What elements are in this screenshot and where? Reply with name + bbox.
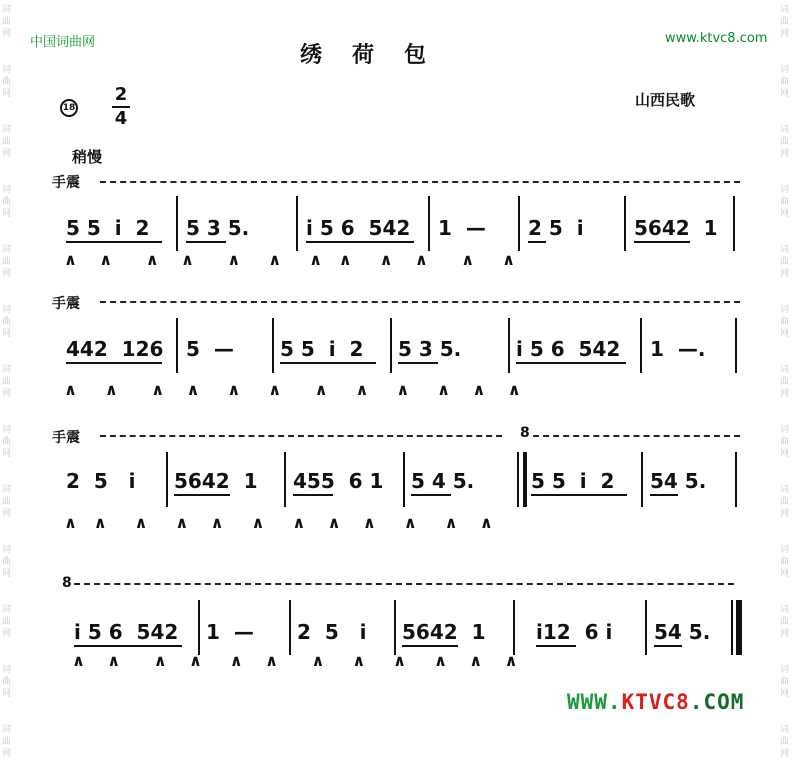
underline <box>66 362 162 364</box>
underline <box>516 362 626 364</box>
margin-char: 词 <box>2 305 12 315</box>
measure: 5 — <box>186 337 234 361</box>
margin-char: 词 <box>780 665 790 675</box>
bar-line <box>296 196 298 251</box>
margin-char: 曲 <box>2 557 12 567</box>
margin-char: 曲 <box>780 737 790 747</box>
margin-char: 网 <box>780 749 790 759</box>
margin-char: 曲 <box>2 137 12 147</box>
measure: 5 4 5. <box>411 469 475 493</box>
site-name-label: 中国词曲网 <box>30 35 96 50</box>
margin-char: 曲 <box>780 317 790 327</box>
underline <box>402 645 458 647</box>
repeat-start-bar <box>517 452 519 507</box>
margin-char: 曲 <box>780 197 790 207</box>
margin-char: 曲 <box>2 437 12 447</box>
bar-line <box>284 452 286 507</box>
margin-char: 网 <box>780 209 790 219</box>
margin-char: 网 <box>780 569 790 579</box>
underline <box>654 645 682 647</box>
margin-char: 词 <box>2 605 12 615</box>
margin-char: 网 <box>780 89 790 99</box>
margin-char: 网 <box>780 389 790 399</box>
bar-line <box>176 196 178 251</box>
repeat-start-thick-bar <box>523 452 527 507</box>
underline <box>174 494 230 496</box>
tempo-marking: 稍慢 <box>72 148 103 166</box>
measure: 2 5 i <box>297 620 367 644</box>
margin-char: 网 <box>2 149 12 159</box>
margin-char: 网 <box>2 449 12 459</box>
accent-marks-row3: ∧ ∧ ∧ ∧ ∧ ∧ ∧ ∧ ∧ ∧ ∧ ∧ <box>64 513 493 532</box>
bar-line <box>518 196 520 251</box>
song-origin: 山西民歌 <box>635 91 696 109</box>
margin-char: 曲 <box>2 197 12 207</box>
margin-char: 曲 <box>2 497 12 507</box>
bar-line <box>176 318 178 373</box>
margin-char: 曲 <box>2 317 12 327</box>
margin-char: 词 <box>780 5 790 15</box>
margin-char: 曲 <box>780 437 790 447</box>
measure: 1 — <box>438 216 486 240</box>
bar-line <box>508 318 510 373</box>
margin-char: 词 <box>780 605 790 615</box>
margin-char: 词 <box>2 425 12 435</box>
margin-char: 曲 <box>2 77 12 87</box>
margin-char: 曲 <box>780 677 790 687</box>
song-title: 绣荷包 <box>300 42 457 68</box>
underline <box>634 241 690 243</box>
margin-char: 网 <box>2 749 12 759</box>
bar-line <box>403 452 405 507</box>
watermark-suffix: .COM <box>689 690 745 714</box>
margin-char: 网 <box>780 689 790 699</box>
margin-char: 网 <box>780 29 790 39</box>
site-watermark <box>567 690 744 714</box>
final-bar-thick <box>736 600 742 655</box>
margin-char: 网 <box>2 29 12 39</box>
underline <box>280 362 376 364</box>
margin-char: 曲 <box>2 17 12 27</box>
measure: 1 —. <box>650 337 706 361</box>
margin-char: 词 <box>780 245 790 255</box>
measure: 5 5 i 2 <box>280 337 364 361</box>
margin-char: 曲 <box>780 77 790 87</box>
bar-line <box>428 196 430 251</box>
watermark-brand: KTVC8 <box>621 690 690 714</box>
margin-char: 网 <box>2 389 12 399</box>
margin-char: 词 <box>2 665 12 675</box>
measure: 5642 1 <box>402 620 486 644</box>
measure: i 5 6 542 <box>74 620 179 644</box>
margin-char: 曲 <box>2 677 12 687</box>
margin-char: 网 <box>2 329 12 339</box>
margin-char: 词 <box>780 305 790 315</box>
bar-line <box>289 600 291 655</box>
margin-char: 曲 <box>780 557 790 567</box>
margin-char: 曲 <box>780 17 790 27</box>
margin-char: 词 <box>780 545 790 555</box>
measure: 5 5 i 2 <box>66 216 150 240</box>
site-url-label: www.ktvc8.com <box>665 31 768 46</box>
octave-extension-row4 <box>74 583 734 585</box>
measure: i 5 6 542 <box>516 337 621 361</box>
margin-char: 网 <box>780 449 790 459</box>
margin-char: 曲 <box>780 497 790 507</box>
underline <box>293 494 333 496</box>
underline <box>650 494 678 496</box>
left-margin-watermark <box>2 0 18 759</box>
accent-marks-row2: ∧ ∧ ∧ ∧ ∧ ∧ ∧ ∧ ∧ ∧ ∧ ∧ <box>64 380 521 399</box>
margin-char: 网 <box>780 629 790 639</box>
technique-label-row1: 手震 <box>52 175 80 191</box>
measure: 5642 1 <box>174 469 258 493</box>
measure: 1 — <box>206 620 254 644</box>
measure: 5 3 5. <box>186 216 250 240</box>
margin-char: 网 <box>2 209 12 219</box>
measure: 5642 1 <box>634 216 718 240</box>
margin-char: 网 <box>2 629 12 639</box>
margin-char: 词 <box>780 485 790 495</box>
underline <box>398 362 438 364</box>
margin-char: 词 <box>780 365 790 375</box>
margin-char: 词 <box>2 65 12 75</box>
accent-marks-row1: ∧ ∧ ∧ ∧ ∧ ∧ ∧ ∧ ∧ ∧ ∧ ∧ <box>64 250 516 269</box>
underline <box>411 494 451 496</box>
bar-line <box>735 452 737 507</box>
margin-char: 网 <box>780 149 790 159</box>
margin-char: 词 <box>2 125 12 135</box>
underline <box>536 645 576 647</box>
measure: 455 6 1 <box>293 469 384 493</box>
margin-char: 词 <box>2 545 12 555</box>
bar-line <box>272 318 274 373</box>
margin-char: 网 <box>780 509 790 519</box>
margin-char: 曲 <box>2 377 12 387</box>
margin-char: 曲 <box>2 257 12 267</box>
margin-char: 词 <box>2 245 12 255</box>
accent-marks-row4: ∧ ∧ ∧ ∧ ∧ ∧ ∧ ∧ ∧ ∧ ∧ ∧ <box>72 651 518 670</box>
margin-char: 网 <box>2 89 12 99</box>
underline <box>66 241 162 243</box>
measure: i 5 6 542 <box>306 216 411 240</box>
bar-line <box>198 600 200 655</box>
margin-char: 词 <box>780 725 790 735</box>
margin-char: 网 <box>780 329 790 339</box>
underline <box>531 494 627 496</box>
octave-mark-row3: 8 <box>520 425 530 441</box>
margin-char: 曲 <box>780 257 790 267</box>
technique-label-row2: 手震 <box>52 296 80 312</box>
bar-line <box>645 600 647 655</box>
measure: i12 6 i <box>536 620 613 644</box>
margin-char: 词 <box>2 725 12 735</box>
margin-char: 曲 <box>2 737 12 747</box>
song-number-badge: 18 <box>60 99 78 117</box>
margin-char: 曲 <box>780 617 790 627</box>
bar-line <box>513 600 515 655</box>
right-margin-watermark <box>780 0 796 759</box>
margin-char: 词 <box>2 185 12 195</box>
measure: 5 3 5. <box>398 337 462 361</box>
watermark-prefix: WWW. <box>567 690 622 714</box>
margin-char: 词 <box>2 5 12 15</box>
margin-char: 曲 <box>780 377 790 387</box>
time-sig-top: 2 <box>114 84 128 105</box>
underline <box>74 645 182 647</box>
margin-char: 网 <box>780 269 790 279</box>
bar-line <box>394 600 396 655</box>
bar-line <box>166 452 168 507</box>
margin-char: 网 <box>2 269 12 279</box>
margin-char: 曲 <box>2 617 12 627</box>
margin-char: 词 <box>2 365 12 375</box>
measure: 2 5 i <box>528 216 584 240</box>
measure: 5 5 i 2 <box>531 469 615 493</box>
final-bar-thin <box>731 600 733 655</box>
margin-char: 网 <box>2 569 12 579</box>
bar-line <box>390 318 392 373</box>
measure: 54 5. <box>654 620 711 644</box>
technique-label-row3: 手震 <box>52 430 80 446</box>
octave-mark-row4: 8 <box>62 575 72 591</box>
bar-line <box>624 196 626 251</box>
margin-char: 词 <box>2 485 12 495</box>
technique-extension-row1 <box>100 181 740 183</box>
bar-line <box>641 452 643 507</box>
bar-line <box>640 318 642 373</box>
measure: 54 5. <box>650 469 707 493</box>
margin-char: 词 <box>780 125 790 135</box>
bar-line <box>735 318 737 373</box>
bar-line <box>733 196 735 251</box>
technique-extension-row3 <box>100 435 502 437</box>
underline <box>528 241 546 243</box>
margin-char: 词 <box>780 65 790 75</box>
technique-extension-row2 <box>100 301 740 303</box>
time-signature <box>112 86 130 128</box>
margin-char: 词 <box>780 425 790 435</box>
measure: 2 5 i <box>66 469 136 493</box>
margin-char: 网 <box>2 509 12 519</box>
measure: 442 126 <box>66 337 164 361</box>
margin-char: 曲 <box>780 137 790 147</box>
underline <box>186 241 226 243</box>
octave-extension-row3 <box>533 435 740 437</box>
margin-char: 网 <box>2 689 12 699</box>
time-sig-bottom: 4 <box>114 108 128 129</box>
margin-char: 词 <box>780 185 790 195</box>
underline <box>306 241 414 243</box>
